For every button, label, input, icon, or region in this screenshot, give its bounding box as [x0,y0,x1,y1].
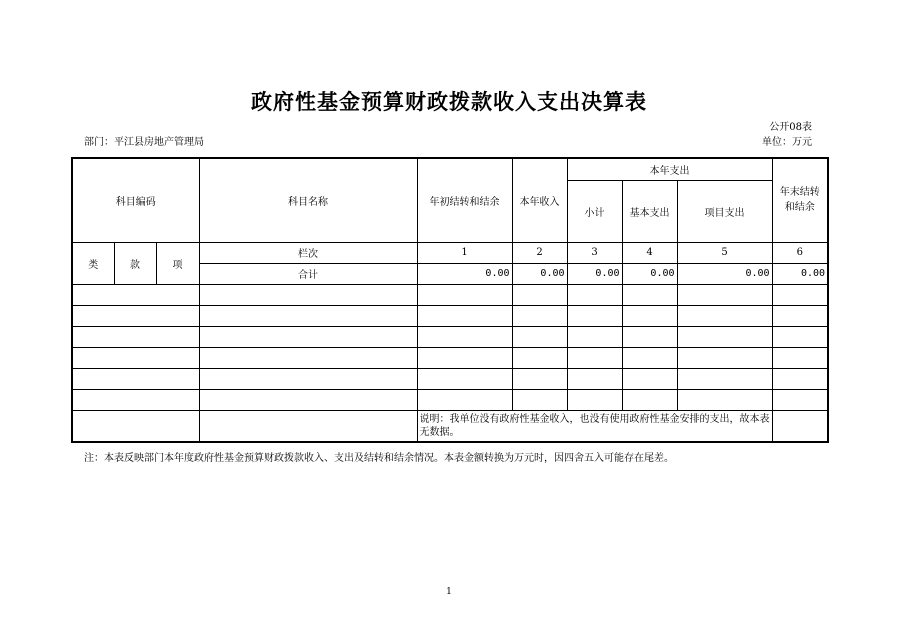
header-lei: 类 [72,242,114,284]
header-closing-balance: 年末结转和结余 [772,158,828,242]
header-subject-name: 科目名称 [199,158,417,242]
department-label: 部门：平江县房地产管理局 [84,137,204,148]
header-opening-balance: 年初结转和结余 [417,158,512,242]
table-row [72,389,828,410]
footnote: 注：本表反映部门本年度政府性基金预算财政拨款收入、支出及结转和结余情况。本表金额转换为万元时，因四舍五入可能存在尾差。 [84,453,674,464]
col-num-5: 5 [677,242,772,263]
header-kuan: 款 [114,242,156,284]
total-value-3: 0.00 [567,263,622,284]
col-num-6: 6 [772,242,828,263]
table-row [72,284,828,305]
header-subtotal: 小计 [567,180,622,242]
explanation-note: 说明：我单位没有政府性基金收入，也没有使用政府性基金安排的支出，故本表无数据。 [417,410,772,442]
header-annual-expense: 本年支出 [567,158,772,180]
header-subject-code: 科目编码 [72,158,199,242]
header-annual-income: 本年收入 [512,158,567,242]
unit-label: 单位：万元 [762,137,812,148]
page-number: 1 [446,587,452,597]
col-num-3: 3 [567,242,622,263]
total-value-5: 0.00 [677,263,772,284]
col-num-1: 1 [417,242,512,263]
table-row [72,347,828,368]
header-basic-expense: 基本支出 [622,180,677,242]
total-value-4: 0.00 [622,263,677,284]
header-project-expense: 项目支出 [677,180,772,242]
total-label: 合计 [199,263,417,284]
table-row [72,368,828,389]
header-xiang: 项 [156,242,199,284]
total-value-6: 0.00 [772,263,828,284]
total-value-1: 0.00 [417,263,512,284]
form-number: 公开08表 [769,122,812,133]
table-row [72,326,828,347]
col-num-2: 2 [512,242,567,263]
total-value-2: 0.00 [512,263,567,284]
budget-table [71,157,829,443]
col-num-4: 4 [622,242,677,263]
page-title: 政府性基金预算财政拨款收入支出决算表 [251,90,647,114]
table-row [72,305,828,326]
header-lanci: 栏次 [199,242,417,263]
